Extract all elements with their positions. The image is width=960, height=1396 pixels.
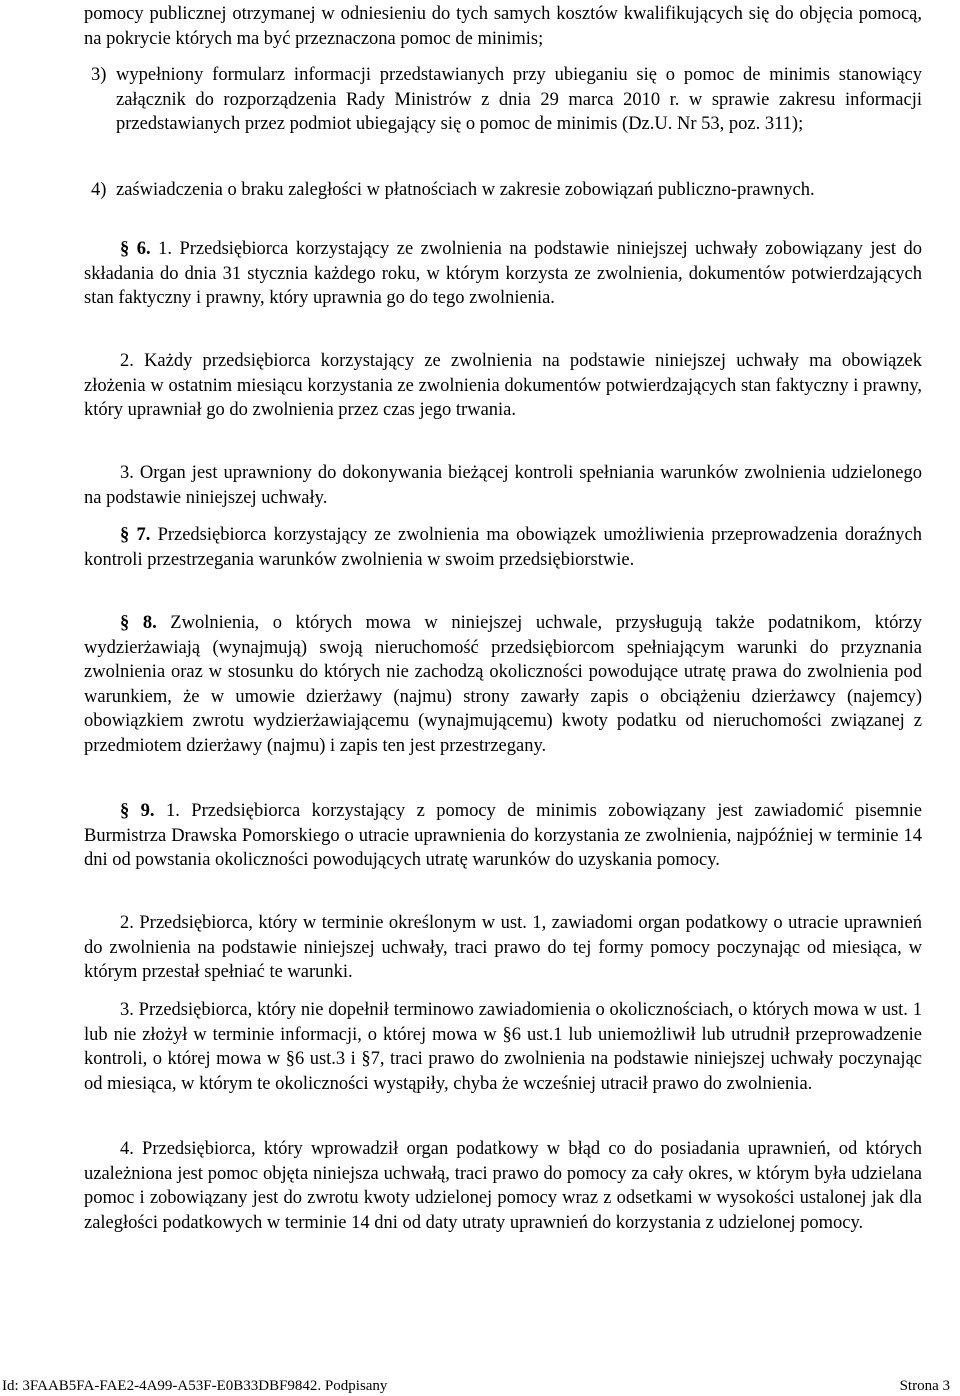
list-item-3 xyxy=(91,63,922,137)
paragraph-text: 1. Przedsiębiorca korzystający ze zwolnienia na podstawie niniejszej uchwały zobowiązany jest do składania do dnia 31 stycznia każdego roku, w którym korzysta ze zwolnienia, dokumentów potwierdzających stan faktyczny i prawny, który uprawnia go do tego zwolnienia. xyxy=(84,239,923,309)
paragraph-8 xyxy=(84,611,922,759)
section-label: § 9. xyxy=(120,801,155,821)
paragraph-6-2 xyxy=(84,349,922,423)
list-item-4 xyxy=(91,178,922,203)
section-label: § 6. xyxy=(120,239,151,259)
list-text: zaświadczenia o braku zaległości w płatnościach w zakresie zobowiązań publiczno-prawnych. xyxy=(116,180,815,200)
section-label: § 8. xyxy=(120,613,157,633)
paragraph-9-1 xyxy=(84,799,922,873)
paragraph-9-3 xyxy=(84,998,922,1096)
paragraph-6-1 xyxy=(84,237,922,311)
list-text: wypełniony formularz informacji przedstawianych przy ubieganiu się o pomoc de minimis stanowiący załącznik do rozporządzenia Rady Ministrów z dnia 29 marca 2010 r. w sprawie zakresu informacji przedstawianych przez podmiot ubiegający się o pomoc de minimis (Dz.U. Nr 53, poz. 311); xyxy=(116,65,922,135)
continuation-text: pomocy publicznej otrzymanej w odniesieniu do tych samych kosztów kwalifikujących się do objęcia pomocą, na pokrycie których ma być przeznaczona pomoc de minimis; xyxy=(84,4,922,49)
paragraph-9-2 xyxy=(84,911,922,985)
paragraph-text: 1. Przedsiębiorca korzystający z pomocy de minimis zobowiązany jest zawiadomić pisemnie Burmistrza Drawska Pomorskiego o utracie uprawnienia do korzystania ze zwolnienia, najpóźniej w terminie 14 dni od powstania okoliczności powodujących utratę warunków do uzyskania pomocy. xyxy=(84,801,922,871)
paragraph-text: 3. Przedsiębiorca, który nie dopełnił terminowo zawiadomienia o okolicznościach, o których mowa w ust. 1 lub nie złożył w terminie informacji, o której mowa w §6 ust.1 lub uniemożliwił lub utrudnił przeprowadzenie kontroli, o której mowa w §6 ust.3 i §7, traci prawo do zwolnienia na podstawie niniejszej uchwały poczynając od miesiąca, w którym te okoliczności wystąpiły, chyba że wcześniej utracił prawo do zwolnienia. xyxy=(84,1000,922,1094)
footer-page-number: Strona 3 xyxy=(899,1378,950,1394)
paragraph-6-3 xyxy=(84,461,922,510)
paragraph-text: 2. Każdy przedsiębiorca korzystający ze zwolnienia na podstawie niniejszej uchwały ma obowiązek złożenia w ostatnim miesiącu korzystania ze zwolnienia dokumentów potwierdzających stan faktyczny i prawny, który uprawniał go do zwolnienia przez czas jego trwania. xyxy=(84,351,922,421)
paragraph-text: 4. Przedsiębiorca, który wprowadził organ podatkowy w błąd co do posiadania uprawnień, od których uzależniona jest pomoc objęta niniejsza uchwałą, traci prawo do pomocy za cały okres, w którym była udzielana pomoc i zobowiązany jest do zwrotu kwoty udzielonej pomocy wraz z odsetkami w wysokości ustalonej jak dla zaległości podatkowych w terminie 14 dni od daty utraty uprawnień do korzystania z udzielonej pomocy. xyxy=(84,1139,922,1233)
paragraph-text: 3. Organ jest uprawniony do dokonywania bieżącej kontroli spełniania warunków zwolnienia udzielonego na podstawie niniejszej uchwały. xyxy=(84,463,922,508)
paragraph-7 xyxy=(84,523,922,572)
paragraph-9-4 xyxy=(84,1137,922,1235)
paragraph-text: Zwolnienia, o których mowa w niniejszej uchwale, przysługują także podatnikom, którzy wydzierżawiają (wynajmują) swoją nieruchomość przedsiębiorcom spełniającym warunki do przyznania zwolnienia oraz w stosunku do których nie zachodzą okoliczności powodujące utratę prawa do zwolnienia pod warunkiem, że w umowie dzierżawy (najmu) strony zawarły zapis o obciążeniu dzierżawcy (najemcy) obowiązkiem zwrotu wydzierżawiającemu (wynajmującemu) kwoty podatku od nieruchomości związanej z przedmiotem dzierżawy (najmu) i zapis ten jest przestrzegany. xyxy=(84,613,923,756)
footer-document-id: Id: 3FAAB5FA-FAE2-4A99-A53F-E0B33DBF9842. Podpisany xyxy=(2,1378,388,1394)
list-number: 3) xyxy=(91,65,107,85)
list-number: 4) xyxy=(91,180,107,200)
section-label: § 7. xyxy=(120,525,151,545)
paragraph-text: Przedsiębiorca korzystający ze zwolnienia ma obowiązek umożliwienia przeprowadzenia doraźnych kontroli przestrzegania warunków zwolnienia w swoim przedsiębiorstwie. xyxy=(84,525,923,570)
paragraph-text: 2. Przedsiębiorca, który w terminie określonym w ust. 1, zawiadomi organ podatkowy o utracie uprawnień do zwolnienia na podstawie niniejszej uchwały, traci prawo do tej formy pomocy poczynając od miesiąca, w którym przestał spełniać te warunki. xyxy=(84,913,922,983)
